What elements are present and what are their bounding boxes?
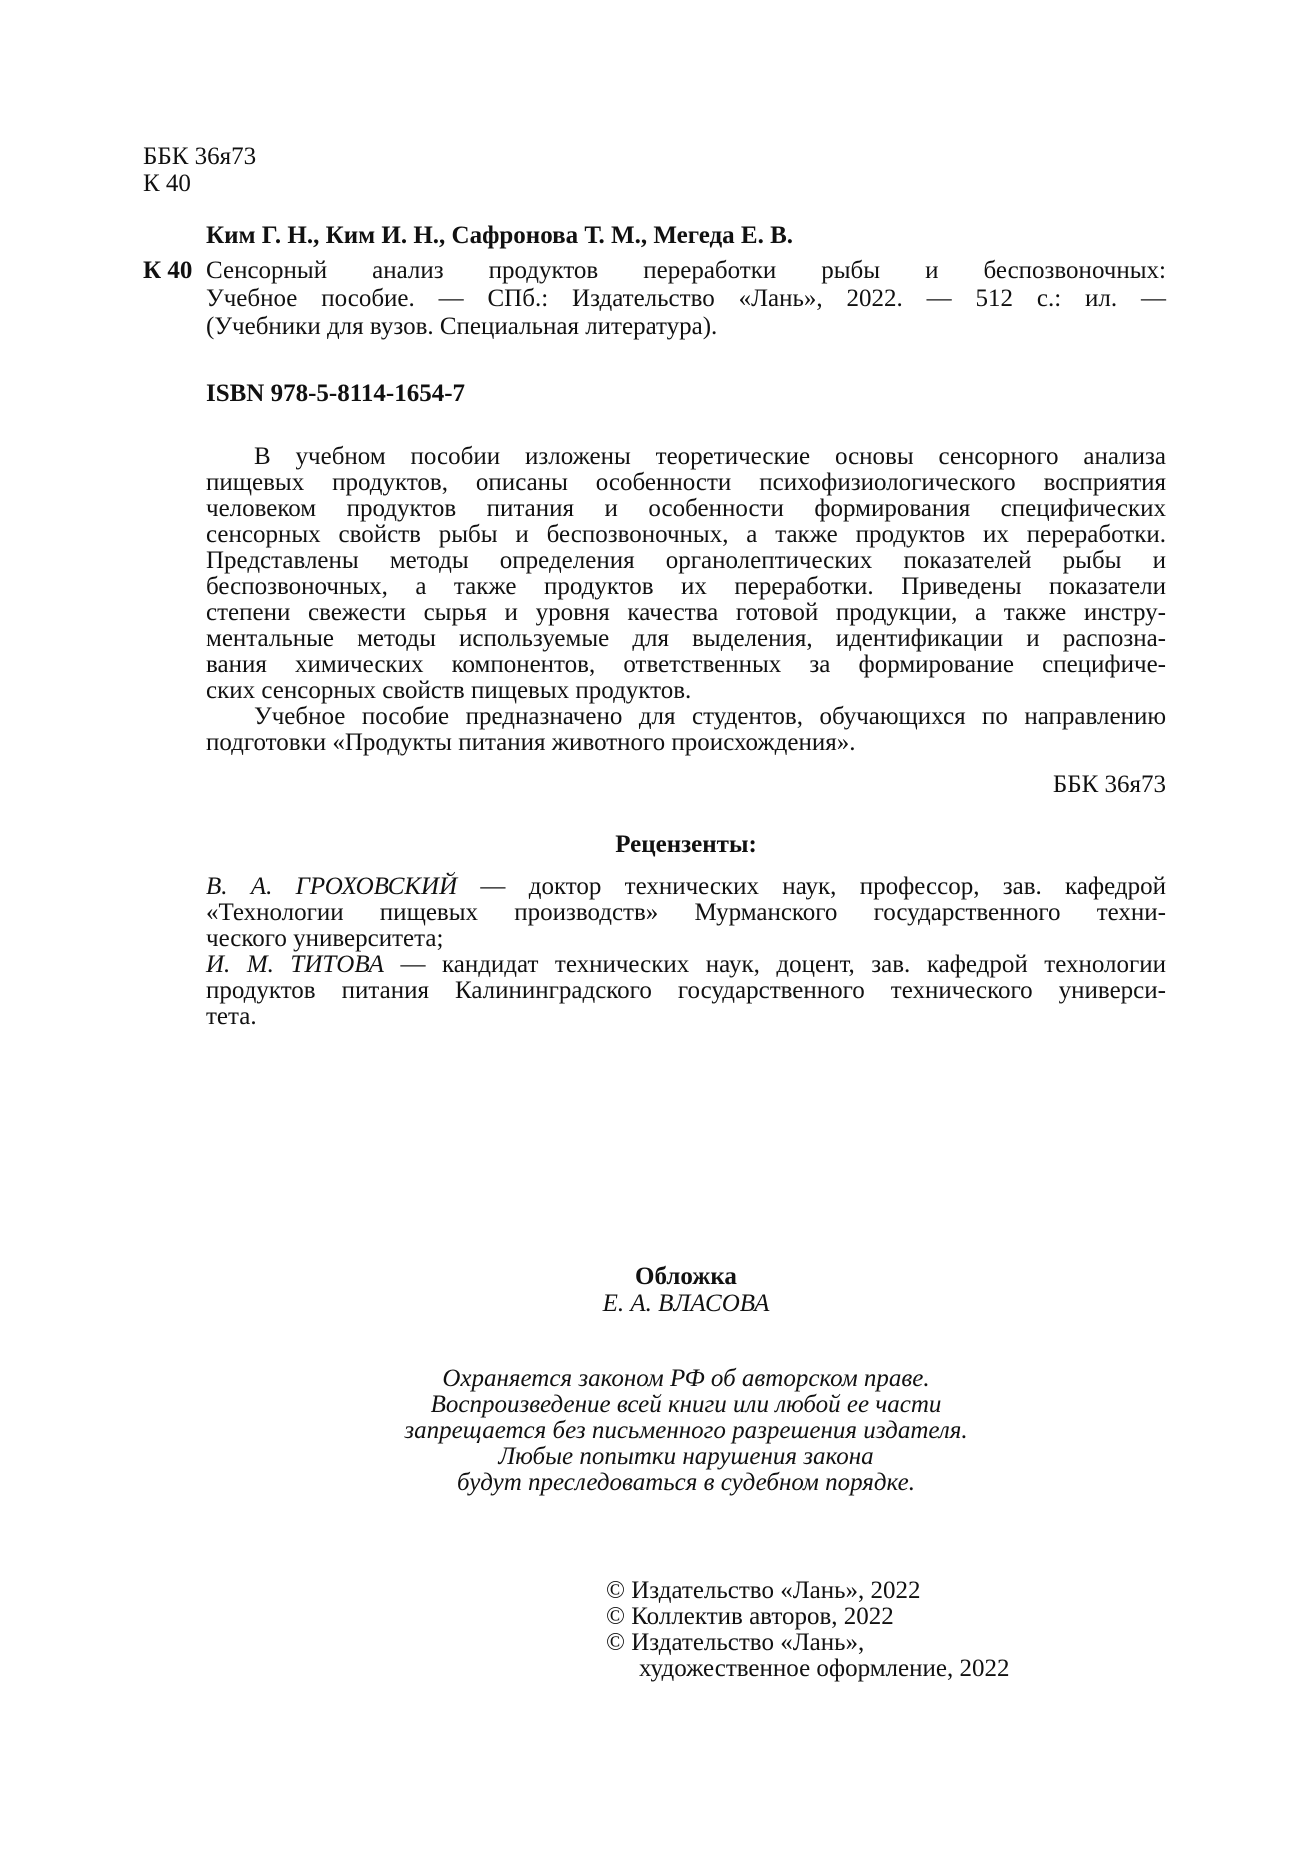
reviewer-line: ческого университета; [206, 925, 444, 952]
bibliography-description [206, 258, 1166, 340]
bibliography-line: Учебное пособие. — СПб.: Издательство «Лань», 2022. — 512 с.: ил. — [206, 285, 1166, 312]
abstract-line: В учебном пособии изложены теоретические основы сенсорного анализа [254, 443, 1166, 470]
reviewer-line: «Технологии пищевых производств» Мурманского государственного техни- [206, 899, 1166, 926]
reviewer-1 [206, 874, 1166, 952]
bibliography-line: Сенсорный анализ продуктов переработки рыбы и беспозвоночных: [206, 257, 1166, 284]
notice-line: Любые попытки нарушения закона [498, 1443, 874, 1470]
isbn: ISBN 978-5-8114-1654-7 [206, 380, 466, 407]
reviewer-credentials: — доктор технических наук, профессор, зав. кафедрой [457, 873, 1166, 900]
abstract-line: Представлены методы определения органолептических показателей рыбы и [206, 547, 1166, 574]
reviewer-line [206, 874, 1166, 900]
bibliography-line: (Учебники для вузов. Специальная литература). [206, 313, 718, 340]
notice-line: будут преследоваться в судебном порядке. [457, 1469, 915, 1496]
abstract-line: сенсорных свойств рыбы и беспозвоночных, а также продуктов их переработки. [206, 521, 1166, 548]
cover-credit [206, 1264, 1166, 1317]
abstract-line: беспозвоночных, а также продуктов их переработки. Приведены показатели [206, 573, 1166, 600]
audience-line: подготовки «Продукты питания животного происхождения». [206, 729, 856, 756]
copyright-line: © Издательство «Лань», [606, 1629, 865, 1656]
cover-label: Обложка [635, 1263, 737, 1290]
reviewer-credentials: — кандидат технических наук, доцент, зав. кафедрой технологии [383, 951, 1166, 978]
cover-designer: Е. А. ВЛАСОВА [602, 1290, 770, 1317]
abstract-line: ских сенсорных свойств пищевых продуктов. [206, 677, 692, 704]
reviewer-line [206, 952, 1166, 978]
reviewer-2 [206, 952, 1166, 1030]
abstract-line: вания химических компонентов, ответственных за формирование специфиче- [206, 651, 1166, 678]
copyright-line: художественное оформление, 2022 [639, 1655, 1010, 1682]
abstract-line: степени свежести сырья и уровня качества готовой продукции, а также инстру- [206, 599, 1166, 626]
classification-block [143, 144, 256, 197]
notice-line: Воспроизведение всей книги или любой ее части [430, 1391, 942, 1418]
bibliography-mark: К 40 [143, 257, 193, 284]
abstract-line: ментальные методы используемые для выделения, идентификации и распозна- [206, 625, 1166, 652]
notice-line: Охраняется законом РФ об авторском праве. [442, 1365, 930, 1392]
reviewer-name: В. А. ГРОХОВСКИЙ [206, 873, 458, 900]
reviewers-heading: Рецензенты: [615, 831, 757, 858]
notice-line: запрещается без письменного разрешения издателя. [404, 1417, 968, 1444]
audience-paragraph [206, 704, 1166, 756]
abstract-paragraph [206, 444, 1166, 704]
copyrights [606, 1578, 1009, 1682]
reviewer-name: И. М. ТИТОВА [206, 951, 384, 978]
abstract-line: человеком продуктов питания и особенности формирования специфических [206, 495, 1166, 522]
abstract-line: пищевых продуктов, описаны особенности психофизиологического восприятия [206, 469, 1166, 496]
copyright-line: © Коллектив авторов, 2022 [606, 1603, 894, 1630]
bbk-code-right: ББК 36я73 [1052, 771, 1166, 798]
reviewer-line: продуктов питания Калининградского государственного технического универси- [206, 977, 1166, 1004]
bbk-code: ББК 36я73 [143, 143, 257, 170]
authors: Ким Г. Н., Ким И. Н., Сафронова Т. М., Мегеда Е. В. [206, 222, 793, 249]
author-mark: К 40 [143, 170, 191, 197]
copyright-line: © Издательство «Лань», 2022 [606, 1577, 921, 1604]
reviewer-line: тета. [206, 1003, 257, 1030]
copyright-notice [206, 1366, 1166, 1496]
audience-line: Учебное пособие предназначено для студентов, обучающихся по направлению [254, 703, 1166, 730]
